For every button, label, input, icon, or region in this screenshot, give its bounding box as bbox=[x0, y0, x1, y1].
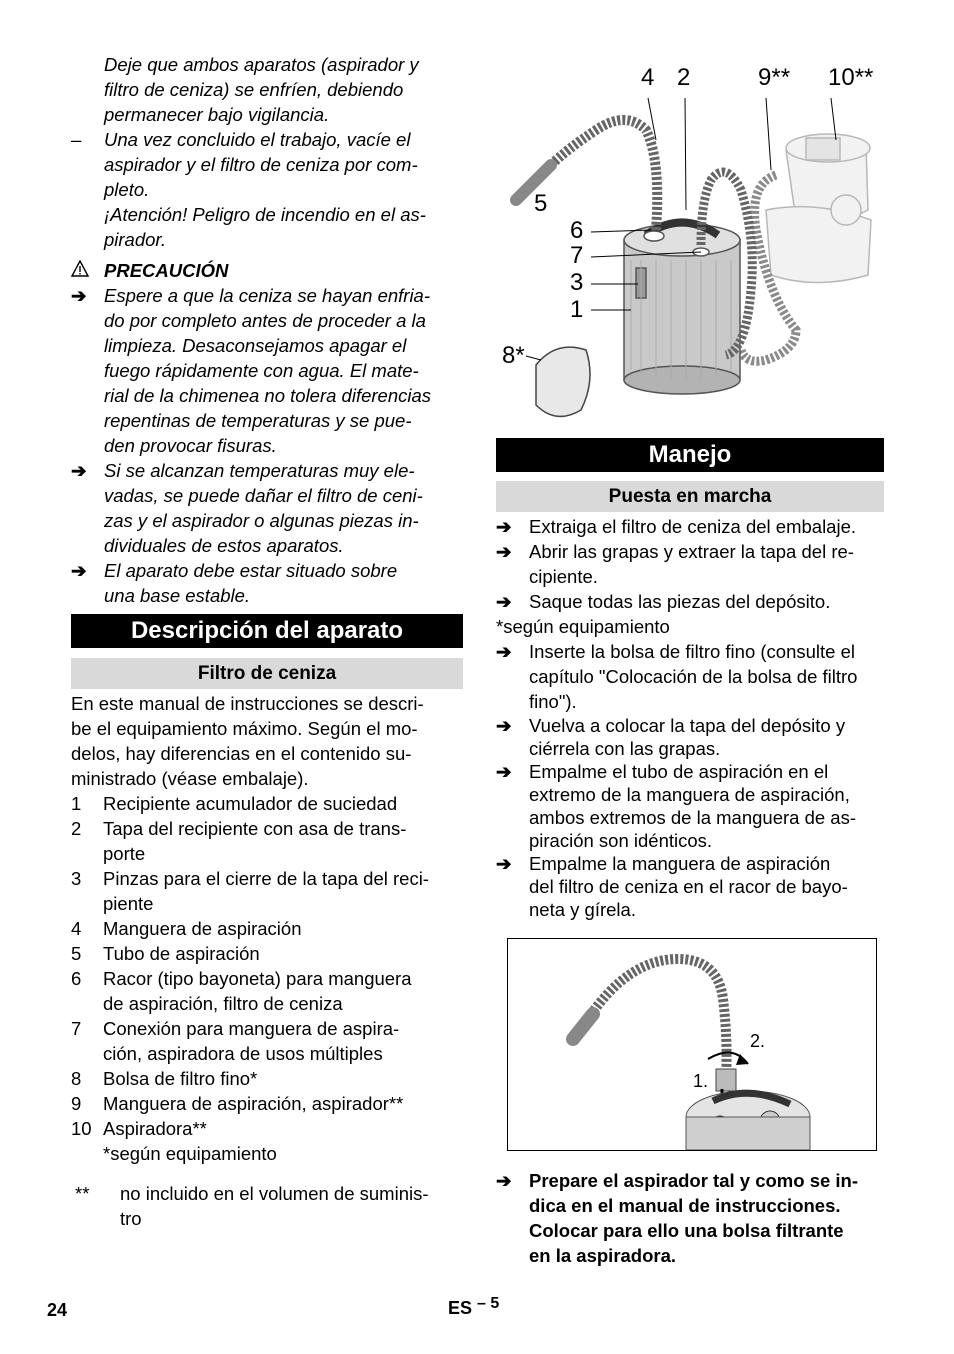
arrow-icon: ➔ bbox=[496, 641, 512, 662]
list-item: 6 Racor (tipo bayoneta) para manguera de aspiración, filtro de ceniza bbox=[71, 968, 412, 1014]
figure-label-1: 1 bbox=[570, 296, 584, 323]
figure-label-2: 2 bbox=[677, 64, 691, 91]
ash-filter-illustration bbox=[496, 60, 884, 430]
figure-label-5: 5 bbox=[534, 190, 548, 217]
page-number: 24 bbox=[47, 1300, 68, 1320]
caution-item: ➔ Espere a que la ceniza se hayan enfria- do por completo antes de proceder a la limpieza. Desaconsejamos apagar el fuego rápidamente con agua. El mate- rial de la chimenea no tolera diferencias repentinas de temperaturas y se pue- den provocar fisuras. bbox=[71, 285, 432, 456]
dash-mark: – bbox=[71, 129, 82, 150]
caution-label: PRECAUCIÓN bbox=[104, 260, 229, 281]
left-column bbox=[71, 52, 463, 1231]
list-item: ➔ Empalme la manguera de aspiración del filtro de ceniza en el racor de bayo- neta y gírela. bbox=[496, 853, 848, 920]
section-title: Manejo bbox=[496, 438, 884, 472]
list-item: 8 Bolsa de filtro fino* bbox=[71, 1068, 258, 1089]
subsection-title: Puesta en marcha bbox=[496, 481, 884, 512]
list-item: 3 Pinzas para el cierre de la tapa del reci- piente bbox=[71, 868, 429, 914]
hose-connection-illustration bbox=[508, 939, 876, 1150]
list-item: ➔ Saque todas las piezas del depósito. bbox=[496, 591, 831, 612]
equipment-note: *según equipamiento bbox=[496, 616, 670, 637]
list-item: 7 Conexión para manguera de aspira- ción, aspiradora de usos múltiples bbox=[71, 1018, 400, 1064]
subsection-title: Filtro de ceniza bbox=[71, 658, 463, 689]
right-column bbox=[496, 438, 884, 921]
caution-item: ➔ El aparato debe estar situado sobre una base estable. bbox=[71, 560, 398, 606]
parts-list bbox=[71, 791, 463, 1166]
list-item: 10 Aspiradora** *según equipamiento bbox=[71, 1118, 277, 1164]
arrow-icon: ➔ bbox=[496, 591, 512, 612]
ash-filter-figure bbox=[496, 60, 884, 430]
caution-item: ➔ Si se alcanzan temperaturas muy ele- vadas, se puede dañar el filtro de ceni- zas y el aspirador o algunas piezas in- dividuales de estos aparatos. bbox=[71, 460, 423, 556]
list-item: 5 Tubo de aspiración bbox=[71, 943, 260, 964]
description-paragraph: En este manual de instrucciones se descri- be el equipamiento máximo. Según el mo- delos, hay diferencias en el contenido su- ministrado (véase embalaje). bbox=[71, 693, 424, 789]
arrow-icon: ➔ bbox=[496, 1170, 512, 1191]
intro-paragraph: Deje que ambos aparatos (aspirador y filtro de ceniza) se enfríen, debiendo permanecer bajo vigilancia. bbox=[104, 54, 419, 125]
language-page-ref: ES – 5 bbox=[448, 1295, 500, 1318]
figure-label-7: 7 bbox=[570, 242, 584, 269]
list-item: 9 Manguera de aspiración, aspirador** bbox=[71, 1093, 404, 1114]
figure-label-9: 9** bbox=[758, 64, 791, 91]
figure-label-step2: 2. bbox=[750, 1031, 766, 1051]
arrow-icon: ➔ bbox=[71, 460, 87, 481]
section-title: Descripción del aparato bbox=[71, 614, 463, 648]
figure-label-10: 10** bbox=[828, 64, 874, 91]
arrow-icon: ➔ bbox=[496, 715, 512, 736]
figure-label-6: 6 bbox=[570, 217, 584, 244]
figure-label-3: 3 bbox=[570, 269, 584, 296]
list-item: ➔ Extraiga el filtro de ceniza del embalaje. bbox=[496, 516, 857, 537]
list-item: 2 Tapa del recipiente con asa de trans- porte bbox=[71, 818, 407, 864]
footnote: ** no incluido en el volumen de suminis- tro bbox=[75, 1183, 429, 1229]
final-step: ➔ Prepare el aspirador tal y como se in- dica en el manual de instrucciones. Colocar para ello una bolsa filtrante en la aspiradora. bbox=[496, 1170, 859, 1266]
arrow-icon: ➔ bbox=[71, 560, 87, 581]
arrow-icon: ➔ bbox=[71, 285, 87, 306]
arrow-icon: ➔ bbox=[496, 853, 512, 874]
figure-label-step1: 1. bbox=[693, 1071, 709, 1091]
list-item: ➔ Abrir las grapas y extraer la tapa del re- cipiente. bbox=[496, 541, 854, 587]
arrow-icon: ➔ bbox=[496, 541, 512, 562]
steps-list bbox=[496, 514, 884, 921]
arrow-icon: ➔ bbox=[496, 761, 512, 782]
dash-item: – Una vez concluido el trabajo, vacíe el aspirador y el filtro de ceniza por com- pleto. ¡Atención! Peligro de incendio en el as- pirador. bbox=[71, 129, 426, 250]
list-item: 4 Manguera de aspiración bbox=[71, 918, 302, 939]
arrow-icon: ➔ bbox=[496, 516, 512, 537]
list-item: ➔ Empalme el tubo de aspiración en el extremo de la manguera de aspiración, ambos extremos de la manguera de as- piración son idénticos. bbox=[496, 761, 857, 851]
figure-label-8: 8* bbox=[502, 342, 525, 369]
caution-heading bbox=[71, 258, 463, 283]
warning-triangle-icon bbox=[71, 258, 89, 283]
list-item: ➔ Vuelva a colocar la tapa del depósito y ciérrela con las grapas. bbox=[496, 715, 846, 759]
list-item: ➔ Inserte la bolsa de filtro fino (consulte el capítulo "Colocación de la bolsa de filtro fino"). bbox=[496, 641, 858, 712]
connection-figure bbox=[507, 938, 877, 1151]
figure-label-4: 4 bbox=[641, 64, 655, 91]
list-item: 1 Recipiente acumulador de suciedad bbox=[71, 793, 398, 814]
